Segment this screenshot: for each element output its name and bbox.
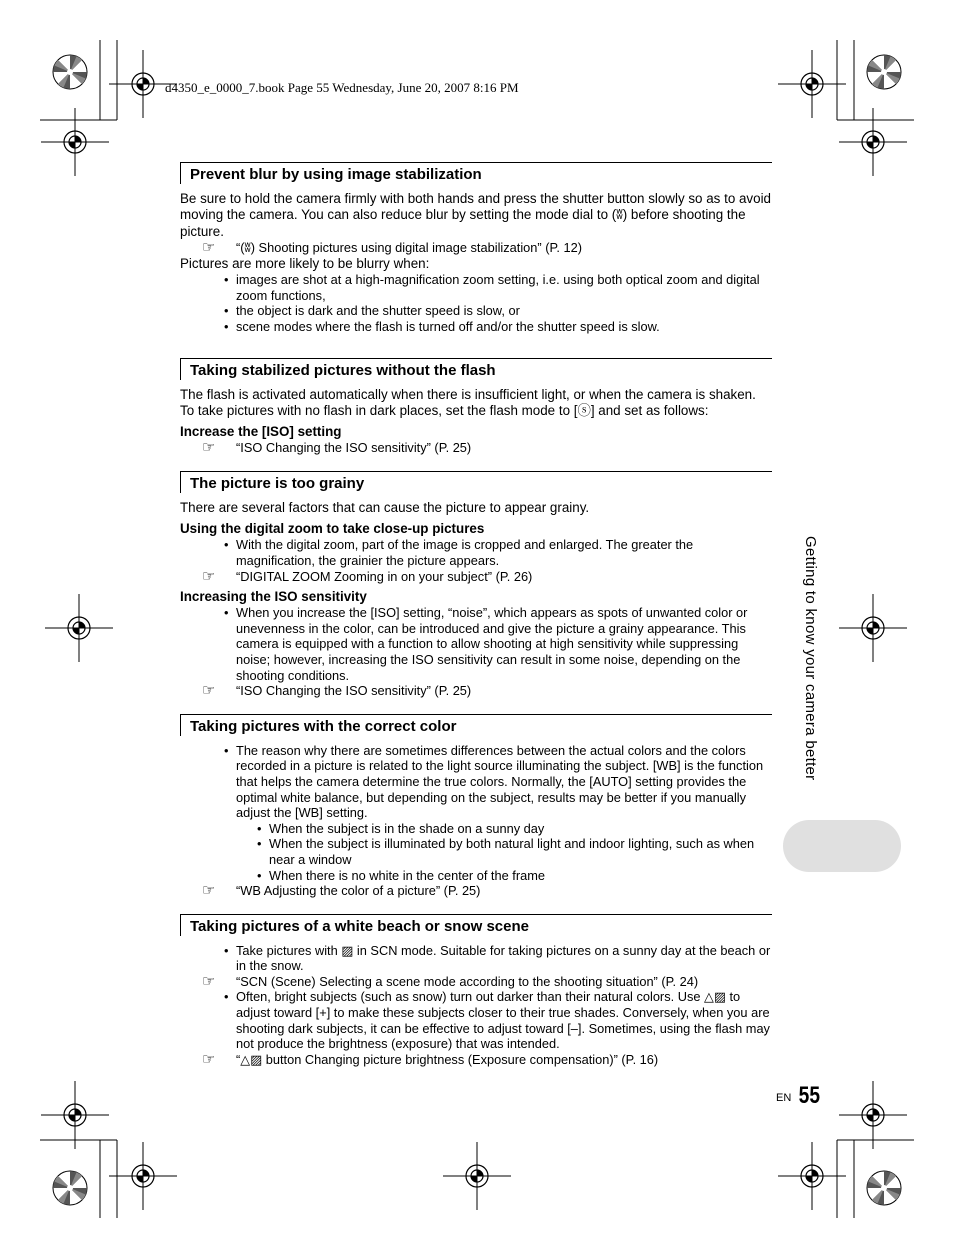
list-item: • With the digital zoom, part of the image is cropped and enlarged. The greater the magnification, the grainier the picture appears. <box>180 537 772 568</box>
reference-hand-icon: ☞ <box>202 1050 216 1068</box>
subheading: Using the digital zoom to take close-up pictures <box>180 521 485 537</box>
reference-hand-icon: ☞ <box>202 682 216 700</box>
reference-line <box>180 440 772 456</box>
section-title: Taking stabilized pictures without the flash <box>180 358 772 380</box>
list-item: • The reason why there are sometimes differences between the actual colors and the colors recorded in a picture is related to the light source illuminating the subject. [WB] is the function that helps the camera determine the true colors. Normally, the [AUTO] setting provides the optimal white balance, but depending on the subject, results may be better if you manually adjust the [WB] setting. <box>180 743 772 821</box>
bullet-list <box>180 605 772 683</box>
reference-text: “(ʬ) Shooting pictures using digital image stabilization” (P. 12) <box>236 240 582 256</box>
language-code: EN <box>776 1092 792 1104</box>
section-title: The picture is too grainy <box>180 471 772 493</box>
section-too-grainy <box>180 471 772 699</box>
reference-text: “SCN (Scene) Selecting a scene mode according to the shooting situation” (P. 24) <box>236 973 699 989</box>
reference-hand-icon: ☞ <box>202 972 216 990</box>
list-item: • When the subject is in the shade on a sunny day <box>180 821 772 837</box>
list-item: • When the subject is illuminated by both natural light and indoor lighting, such as when near a window <box>180 836 772 867</box>
reference-line <box>180 683 772 699</box>
reference-text: “ISO Changing the ISO sensitivity” (P. 25) <box>236 440 472 456</box>
list-item: • the object is dark and the shutter speed is slow, or <box>180 303 772 319</box>
reference-text: “△▨ button Changing picture brightness (Exposure compensation)” (P. 16) <box>236 1051 659 1067</box>
side-tab-marker <box>783 820 901 872</box>
list-item: • When there is no white in the center of the frame <box>180 868 772 884</box>
list-item: • Often, bright subjects (such as snow) turn out darker than their natural colors. Use △▨ to adjust toward [+] to make these subjects closer to their true shades. Conversely, when you are shooting dark subjects, it can be effective to adjust toward [–]. Sometimes, using the flash may not produce the brightness (exposure) that was intended. <box>180 989 772 1051</box>
reference-hand-icon: ☞ <box>202 567 216 585</box>
reference-line <box>180 974 772 990</box>
reference-text: “WB Adjusting the color of a picture” (P. 25) <box>236 883 481 899</box>
section-intro: There are several factors that can cause the picture to appear grainy. <box>180 500 590 515</box>
page-number <box>776 1082 822 1110</box>
bullet-list <box>180 272 772 334</box>
subheading: Increase the [ISO] setting <box>180 424 342 440</box>
list-item: • When you increase the [ISO] setting, “noise”, which appears as spots of unwanted color or unevenness in the color, can be introduced and give the picture a grainy appearance. This camera is equipped with a function to allow shooting at high sensitivity while suppressing noise; however, increasing the ISO sensitivity can result in some noise, depending on the shooting conditions. <box>180 605 772 683</box>
reference-line <box>180 240 772 256</box>
reference-hand-icon: ☞ <box>202 882 216 900</box>
reference-line <box>180 883 772 899</box>
list-item: • Take pictures with ▨ in SCN mode. Suitable for taking pictures on a sunny day at the beach or in the snow. <box>180 943 772 974</box>
bullet-list <box>180 537 772 568</box>
section-title: Taking pictures with the correct color <box>180 714 772 736</box>
reference-text: “ISO Changing the ISO sensitivity” (P. 25) <box>236 683 472 699</box>
section-white-beach-snow <box>180 914 772 1068</box>
reference-hand-icon: ☞ <box>202 239 216 257</box>
bullet-list <box>180 943 772 974</box>
reference-line <box>180 569 772 585</box>
bullet-list <box>180 989 772 1051</box>
page-content <box>180 162 772 1082</box>
reference-text: “DIGITAL ZOOM Zooming in on your subject” (P. 26) <box>236 568 533 584</box>
section-intro: The flash is activated automatically when there is insufficient light, or when the camera is shaken. To take pictures with no flash in dark places, set the flash mode to [ⓢ] and set as follows: <box>180 386 756 418</box>
reference-line <box>180 1052 772 1068</box>
section-correct-color <box>180 714 772 899</box>
section-intro: Be sure to hold the camera firmly with both hands and press the shutter button slowly so as to avoid moving the camera. You can also reduce blur by setting the mode dial to (ʬ) before shooting the picture. <box>180 191 771 239</box>
sub-bullet-list <box>180 821 772 883</box>
subheading: Increasing the ISO sensitivity <box>180 589 367 605</box>
section-title: Taking pictures of a white beach or snow scene <box>180 914 772 936</box>
section-lead: Pictures are more likely to be blurry when: <box>180 255 430 271</box>
side-tab-label: Getting to know your camera better <box>802 536 819 781</box>
section-title: Prevent blur by using image stabilization <box>180 162 772 184</box>
page-number-value: 55 <box>798 1082 820 1109</box>
list-item: • images are shot at a high-magnification zoom setting, i.e. using both optical zoom and digital zoom functions, <box>180 272 772 303</box>
bullet-list <box>180 743 772 821</box>
section-image-stabilization <box>180 162 772 335</box>
section-without-flash <box>180 358 772 456</box>
list-item: • scene modes where the flash is turned off and/or the shutter speed is slow. <box>180 319 772 335</box>
reference-hand-icon: ☞ <box>202 439 216 457</box>
book-info-header: d4350_e_0000_7.book Page 55 Wednesday, June 20, 2007 8:16 PM <box>165 80 519 95</box>
